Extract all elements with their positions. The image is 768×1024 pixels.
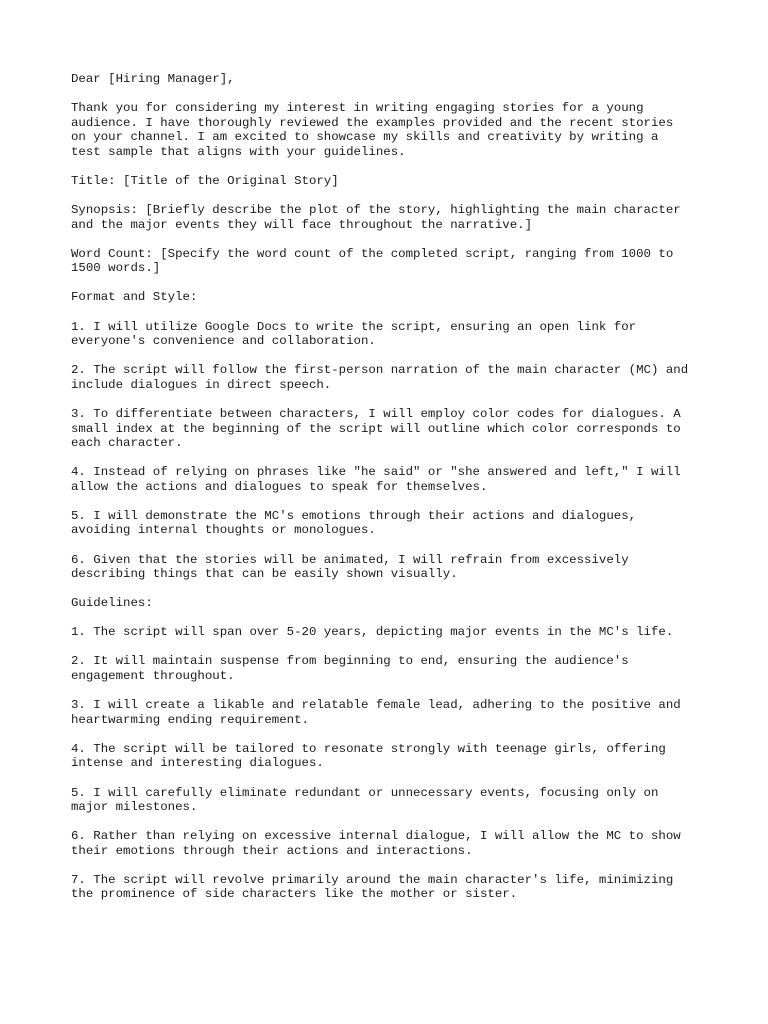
format-item: 2. The script will follow the first-person narration of the main character (MC) and include dialogues in direct speech. <box>71 363 689 392</box>
format-item: 1. I will utilize Google Docs to write the script, ensuring an open link for everyone's convenience and collaboration. <box>71 319 637 349</box>
format-heading: Format and Style: <box>71 290 198 305</box>
format-item: 4. Instead of relying on phrases like "he said" or "she answered and left," I will allow the actions and dialogues to speak for themselves. <box>71 465 681 494</box>
format-item: 5. I will demonstrate the MC's emotions through their actions and dialogues, avoiding internal thoughts or monologues. <box>71 508 637 538</box>
guideline-item: 7. The script will revolve primarily around the main character's life, minimizing the prominence of side characters like the mother or sister. <box>71 872 674 902</box>
format-item: 6. Given that the stories will be animated, I will refrain from excessively describing things that can be easily shown visually. <box>71 552 629 582</box>
format-item: 3. To differentiate between characters, I will employ color codes for dialogues. A small index at the beginning of the script will outline which color corresponds to each character. <box>71 406 681 451</box>
guideline-item: 2. It will maintain suspense from beginning to end, ensuring the audience's engagement throughout. <box>71 654 629 684</box>
document-page <box>71 72 711 917</box>
title-line: Title: [Title of the Original Story] <box>71 173 339 188</box>
guideline-item: 1. The script will span over 5-20 years, depicting major events in the MC's life. <box>71 625 674 640</box>
guideline-item: 5. I will carefully eliminate redundant or unnecessary events, focusing only on major milestones. <box>71 785 659 815</box>
guideline-item: 3. I will create a likable and relatable female lead, adhering to the positive and heartwarming ending requirement. <box>71 698 681 727</box>
synopsis-line: Synopsis: [Briefly describe the plot of the story, highlighting the main character and the major events they will face throughout the narrative.] <box>71 203 681 232</box>
word-count-line: Word Count: [Specify the word count of the completed script, ranging from 1000 to 1500 words.] <box>71 246 674 276</box>
intro-paragraph: Thank you for considering my interest in writing engaging stories for a young audience. I have thoroughly reviewed the examples provided and the recent stories on your channel. I am excited to showcase my skills and creativity by writing a test sample that aligns with your guidelines. <box>71 101 674 159</box>
guidelines-heading: Guidelines: <box>71 596 153 611</box>
greeting: Dear [Hiring Manager], <box>71 72 235 86</box>
guideline-item: 4. The script will be tailored to resonate strongly with teenage girls, offering intense and interesting dialogues. <box>71 741 666 771</box>
guideline-item: 6. Rather than relying on excessive internal dialogue, I will allow the MC to show their emotions through their actions and interactions. <box>71 829 681 858</box>
